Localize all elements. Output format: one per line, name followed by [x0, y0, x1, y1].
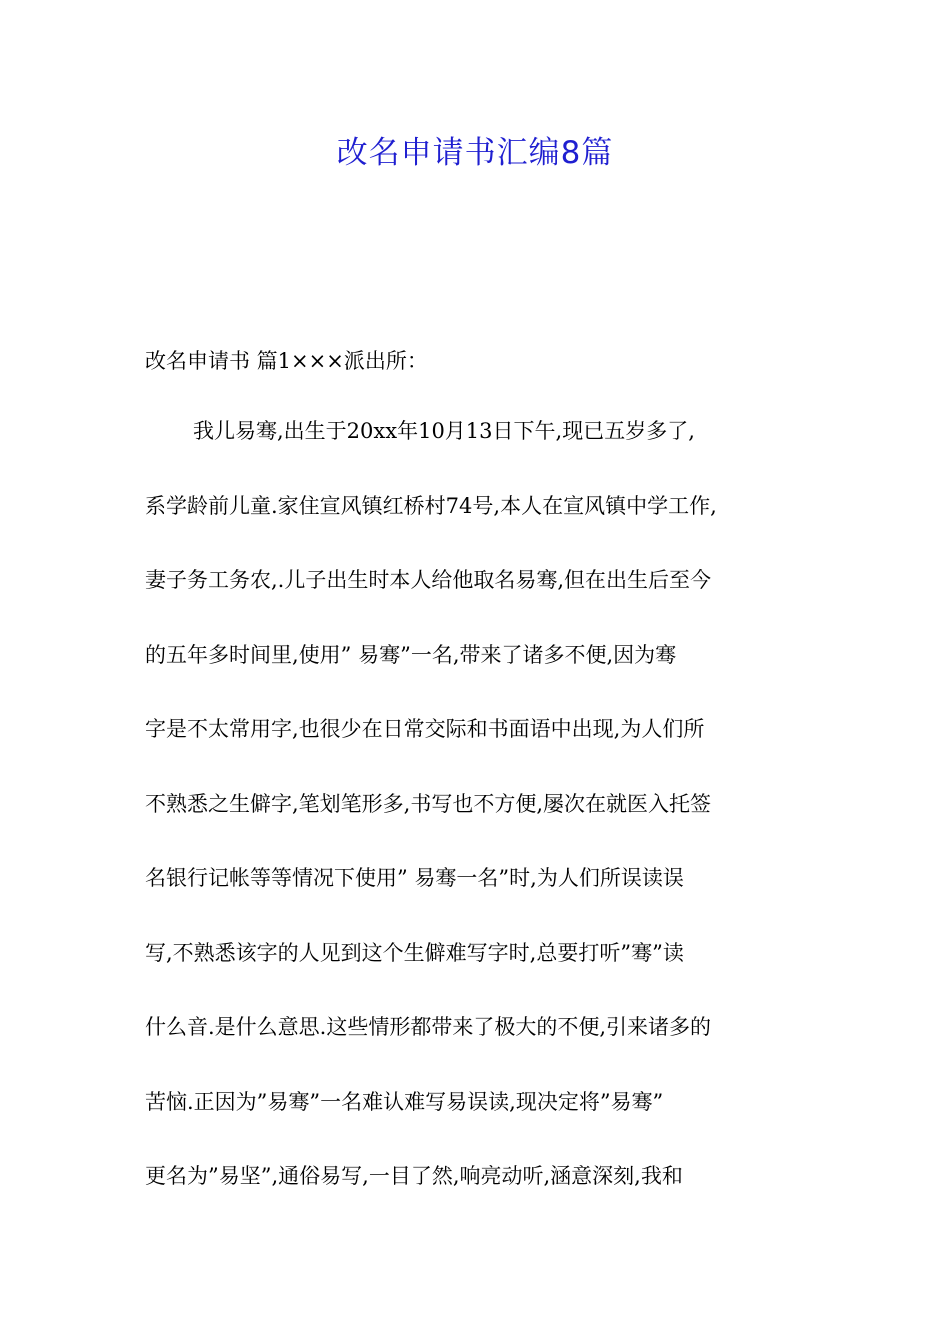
- text-line: 妻子务工务农,.儿子出生时本人给他取名易骞,但在出生后至今: [145, 568, 712, 592]
- text-line: 什么音.是什么意思.这些情形都带来了极大的不便,引来诸多的: [145, 1015, 712, 1039]
- text-line: 不熟悉之生僻字,笔划笔形多,书写也不方便,屡次在就医入托签: [145, 791, 712, 816]
- text-line: 名银行记帐等等情况下使用” 易骞一名”时,为人们所误读误: [145, 866, 684, 890]
- text-line: 的五年多时间里,使用” 易骞”一名,带来了诸多不便,因为骞: [145, 642, 677, 667]
- text-line: 写,不熟悉该字的人见到这个生僻难写字时,总要打听”骞”读: [145, 940, 684, 965]
- document-body: [145, 336, 815, 1226]
- text-line: 苦恼.正因为”易骞”一名难认难写易误读,现决定将”易骞”: [145, 1089, 664, 1114]
- text-line: 我儿易骞,出生于20xx年10月13日下午,现已五岁多了,: [193, 419, 695, 443]
- text-line-heading: 改名申请书 篇1×××派出所：: [145, 349, 428, 373]
- text-line: 字是不太常用字,也很少在日常交际和书面语中出现,为人们所: [145, 717, 705, 741]
- text-line: 系学龄前儿童.家住宣风镇红桥村74号,本人在宣风镇中学工作,: [145, 493, 717, 518]
- document-title: 改名申请书汇编8篇: [336, 135, 614, 171]
- text-line: 更名为”易坚”,通俗易写,一目了然,响亮动听,涵意深刻,我和: [145, 1164, 683, 1188]
